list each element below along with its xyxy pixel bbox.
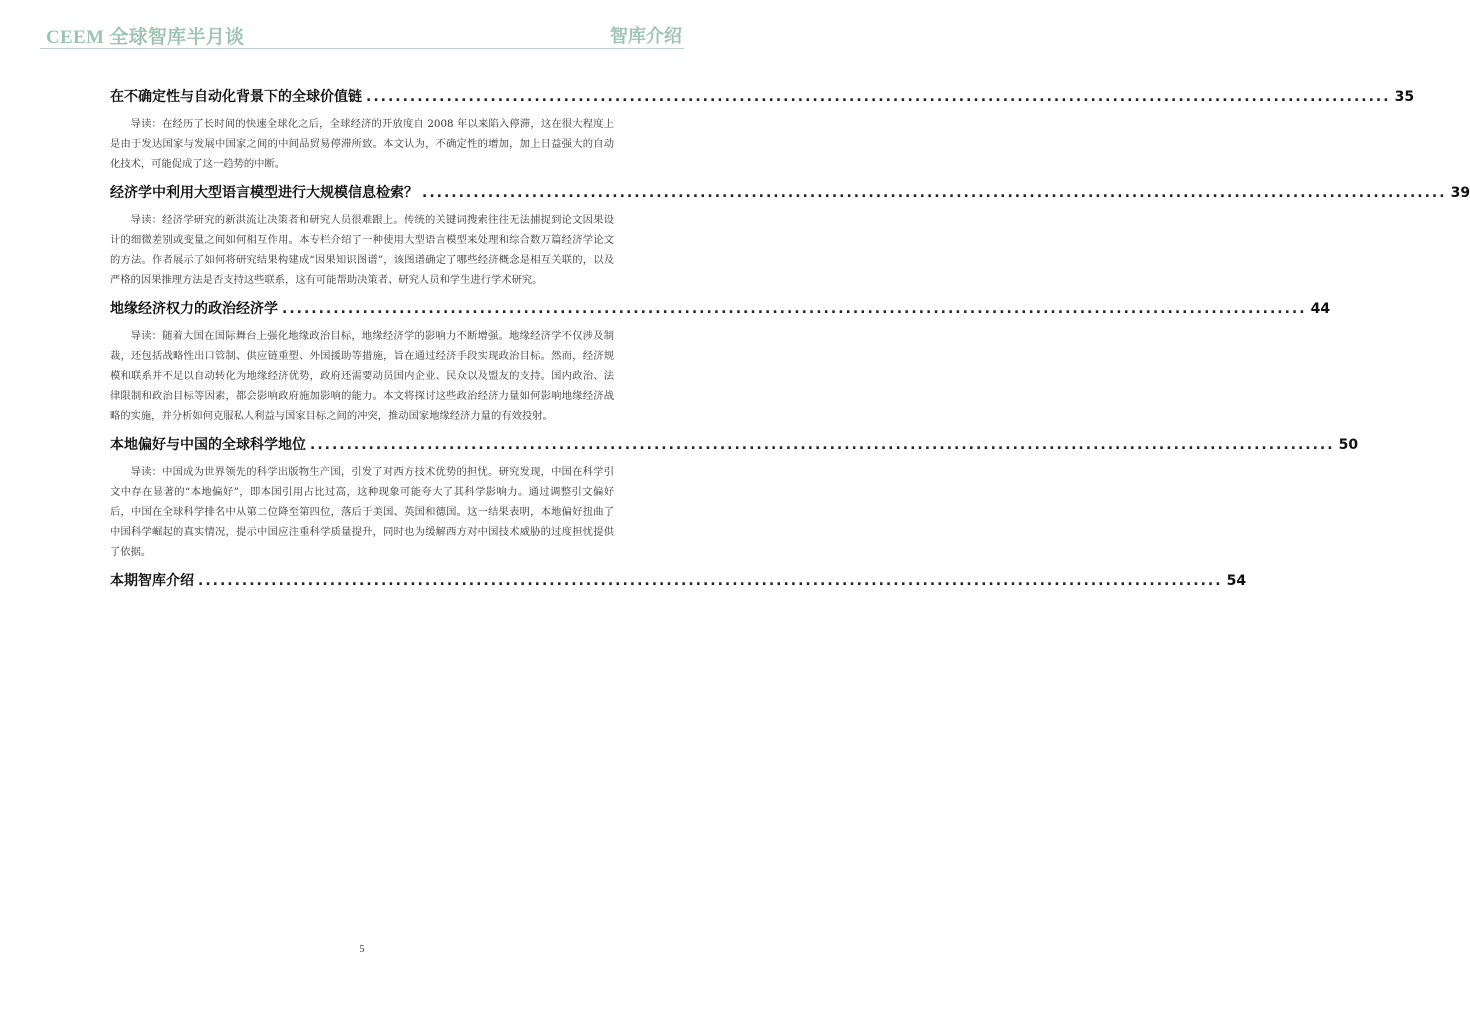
toc-summary: 导读：随着大国在国际舞台上强化地缘政治目标，地缘经济学的影响力不断增强。地缘经济学不仅涉及制裁，还包括战略性出口管制、供应链重塑、外国援助等措施，旨在通过经济手段实现政治目标。然而，经济规模和联系并不足以自动转化为地缘经济优势，政府还需要动员国内企业、民众以及盟友的支持。国内政治、法律限制和政治目标等因素，都会影响政府施加影响的能力。本文将探讨这些政治经济力量如何影响地缘经济战略的实施，并分析如何克服私人利益与国家目标之间的冲突，推动国家地缘经济力量的有效投射。 <box>110 330 614 422</box>
toc-entry-2 <box>110 182 1470 290</box>
table-of-contents <box>110 86 1470 600</box>
toc-line[interactable] <box>110 570 1247 592</box>
toc-title: 地缘经济权力的政治经济学 <box>110 301 278 317</box>
toc-line[interactable] <box>110 182 1470 204</box>
toc-title: 本地偏好与中国的全球科学地位 <box>110 437 306 453</box>
dot-leader: ............................................................................................................................................ <box>310 437 1335 453</box>
toc-page-number: 44 <box>1310 301 1331 317</box>
toc-summary: 导读：中国成为世界领先的科学出版物生产国，引发了对西方技术优势的担忧。研究发现，中国在科学引文中存在显著的“本地偏好”，即本国引用占比过高，这种现象可能夸大了其科学影响力。通过调整引文偏好后，中国在全球科学排名中从第二位降至第四位，落后于美国、英国和德国。这一结果表明，本地偏好扭曲了中国科学崛起的真实情况，提示中国应注重科学质量提升，同时也为缓解西方对中国技术威胁的过度担忧提供了依据。 <box>110 466 614 558</box>
toc-page-number: 35 <box>1394 89 1415 105</box>
toc-title: 经济学中利用大型语言模型进行大规模信息检索？ <box>110 185 418 201</box>
toc-page-number: 39 <box>1450 185 1470 201</box>
toc-title: 本期智库介绍 <box>110 573 194 589</box>
toc-page-number: 54 <box>1226 573 1247 589</box>
dot-leader: ............................................................................................................................................ <box>422 185 1447 201</box>
toc-summary: 导读：在经历了长时间的快速全球化之后，全球经济的开放度自 2008 年以来陷入停滞，这在很大程度上是由于发达国家与发展中国家之间的中间品贸易停滞所致。本文认为，不确定性的增加，加上日益强大的自动化技术，可能促成了这一趋势的中断。 <box>110 118 614 170</box>
toc-entry-3 <box>110 298 1331 426</box>
publication-title: CEEM 全球智库半月谈 <box>46 27 245 48</box>
dot-leader: ............................................................................................................................................ <box>366 89 1391 105</box>
toc-line[interactable] <box>110 298 1331 320</box>
toc-entry-1 <box>110 86 1415 174</box>
toc-summary: 导读：经济学研究的新洪流让决策者和研究人员很难跟上。传统的关键词搜索往往无法捕捉到论文因果设计的细微差别或变量之间如何相互作用。本专栏介绍了一种使用大型语言模型来处理和综合数万篇经济学论文的方法。作者展示了如何将研究结果构建成“因果知识图谱”，该图谱确定了哪些经济概念是相互关联的，以及严格的因果推理方法是否支持这些联系，这有可能帮助决策者、研究人员和学生进行学术研究。 <box>110 214 614 286</box>
toc-entry-4 <box>110 434 1359 562</box>
toc-page-number: 50 <box>1338 437 1359 453</box>
dot-leader: ............................................................................................................................................ <box>282 301 1307 317</box>
toc-line[interactable] <box>110 86 1415 108</box>
toc-title: 在不确定性与自动化背景下的全球价值链 <box>110 89 362 105</box>
toc-line[interactable] <box>110 434 1359 456</box>
section-title: 智库介绍 <box>610 26 682 47</box>
dot-leader: ............................................................................................................................................ <box>198 573 1223 589</box>
toc-entry-5 <box>110 570 1247 592</box>
page-number: 5 <box>359 944 365 955</box>
page-header <box>40 20 684 49</box>
